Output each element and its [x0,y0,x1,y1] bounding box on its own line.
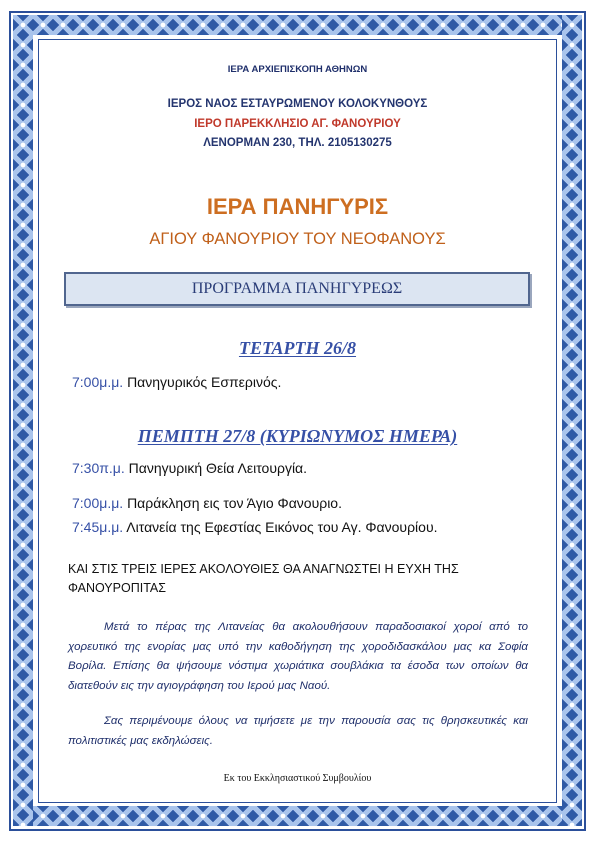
document-body [40,40,555,800]
invitation-paragraph: Σας περιμένουμε όλους να τιμήσετε με την παρουσία σας τις θρησκευτικές και πολιτιστικές μας εκδηλώσεις. [68,715,528,747]
announcement-note: ΚΑΙ ΣΤΙΣ ΤΡΕΙΣ ΙΕΡΕΣ ΑΚΟΛΟΥΘΙΕΣ ΘΑ ΑΝΑΓΝΩΣΤΕΙ Η ΕΥΧΗ ΤΗΣ ΦΑΝΟΥΡΟΠΙΤΑΣ [68,562,459,595]
event-time: 7:45μ.μ. [72,519,124,535]
info-paragraph: Μετά το πέρας της Λιτανείας θα ακολουθήσουν παραδοσιακοί χοροί από το χορευτικό της ενορίας μας υπό την καθοδήγηση της χοροδιδασκάλου μας κα Σοφία Βορίλα. Επίσης θα ψήσουμε νόστιμα χωριάτικα σουβλάκια τα έσοδα των οποίων θα διατεθούν εις την αγιογράφηση του Ιερού μας Ναού. [68,621,528,692]
event-time: 7:00μ.μ. [72,374,124,390]
page-subtitle: ΑΓΙΟΥ ΦΑΝΟΥΡΙΟΥ ΤΟΥ ΝΕΟΦΑΝΟΥΣ [149,230,446,248]
church-name: ΙΕΡΟΣ ΝΑΟΣ ΕΣΤΑΥΡΩΜΕΝΟΥ ΚΟΛΟΚΥΝΘΟΥΣ [167,98,428,110]
church-address: ΛΕΝΟΡΜΑΝ 230, ΤΗΛ. 2105130275 [203,137,392,149]
program-heading-box [64,272,530,306]
schedule-item [72,519,438,535]
chapel-name: ΙΕΡΟ ΠΑΡΕΚΚΛΗΣΙΟ ΑΓ. ΦΑΝΟΥΡΙΟΥ [194,118,401,130]
schedule-item [72,495,342,511]
program-heading: ΠΡΟΓΡΑΜΜΑ ΠΑΝΗΓΥΡΕΩΣ [191,280,403,297]
border-pattern-bottom [13,806,582,826]
event-time: 7:00μ.μ. [72,495,124,511]
day-heading: ΠΕΜΠΤΗ 27/8 (ΚΥΡΙΩΝΥΜΟΣ ΗΜΕΡΑ) [137,426,458,446]
archdiocese-heading: ΙΕΡΑ ΑΡΧΙΕΠΙΣΚΟΠΗ ΑΘΗΝΩΝ [227,64,368,75]
event-text: Παράκληση εις τον Άγιο Φανουριο. [127,495,342,511]
event-time: 7:30π.μ. [72,460,125,476]
page-title: ΙΕΡΑ ΠΑΝΗΓΥΡΙΣ [206,194,389,219]
schedule-item [72,460,307,476]
border-pattern-top [13,15,582,35]
day-heading: ΤΕΤΑΡΤΗ 26/8 [238,338,357,358]
signature-line: Εκ του Εκκλησιαστικού Συμβουλίου [223,773,372,784]
event-text: Πανηγυρικός Εσπερινός. [127,374,282,390]
border-pattern-left [13,15,33,826]
event-text: Πανηγυρική Θεία Λειτουργία. [128,460,308,476]
schedule-item [72,374,281,390]
border-pattern-right [562,15,582,826]
event-text: Λιτανεία της Εφεστίας Εικόνος του Αγ. Φανουρίου. [126,519,438,535]
